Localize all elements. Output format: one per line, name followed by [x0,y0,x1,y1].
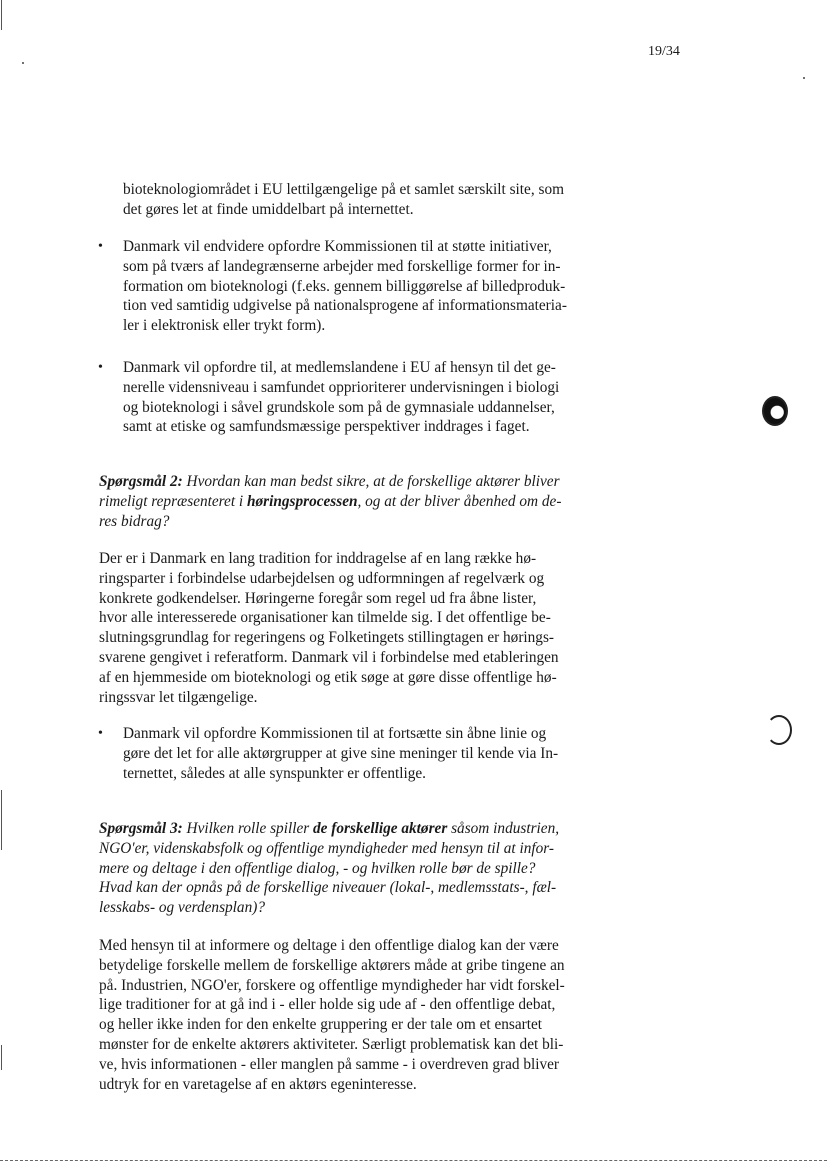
text-line: på. Industrien, NGO'er, forskere og offentlige myndigheder har vidt forskel- [99,976,565,994]
question-text: såsom industrien, [447,820,560,837]
text-line: Danmark vil opfordre til, at medlemslandene i EU af hensyn til det ge- [123,359,556,376]
text-line: bioteknologiområdet i EU lettilgængelige på et samlet særskilt site, som [123,181,564,198]
intro-paragraph [123,180,621,220]
scan-speck [803,77,805,79]
question-line: Hvad kan der opnås på de forskellige niveauer (lokal-, medlemsstats-, fæl- [99,879,557,897]
question-line [99,472,621,492]
question-line: res bidrag? [99,512,170,530]
text-line: ler i elektronisk eller trykt form). [123,317,326,335]
question-text: Hvordan kan man bedst sikre, at de forskellige aktører bliver [182,473,560,490]
text-line: og bioteknologi i såvel grundskole som på de gymnasiale uddannelser, [123,398,555,416]
page-number: 19/34 [648,44,680,59]
text-line: Danmark vil opfordre Kommissionen til at fortsætte sin åbne linie og [123,725,547,742]
text-line: lige traditioner for at gå ind i - eller holde sig ude af - den offentlige debat, [99,996,556,1014]
text-line: tion ved samtidig udgivelse på nationalsprogene af informationsmateria- [123,297,567,315]
question-line: mere og deltage i den offentlige dialog, - og hvilken rolle bør de spille? [99,859,536,877]
question-emphasis: de forskellige aktører [313,820,448,837]
question-label: Spørgsmål 2: [99,473,183,490]
text-line: mønster for de enkelte aktørers aktiviteter. Særligt problematisk kan det bli- [99,1035,564,1053]
scan-edge-mark [1,790,2,850]
text-line: samt at etiske og samfundsmæssige perspektiver inddrages i faget. [123,418,530,436]
text-line: udtryk for en varetagelse af en aktørs egeninteresse. [99,1075,417,1093]
scan-edge-mark [1,1045,2,1070]
question-emphasis: høringsprocessen [247,492,358,510]
text-line: slutningsgrundlag for regeringens og Folketingets stillingtagen er hørings- [99,629,555,647]
question-line: lesskabs- og verdensplan)? [99,899,265,917]
question-line [99,819,621,839]
scan-bottom-edge [0,1160,827,1161]
question-line [99,492,621,512]
text-line: formation om bioteknologi (f.eks. gennem billiggørelse af billedproduk- [123,277,566,295]
text-line: ve, hvis informationen - eller manglen på samme - i overdreven grad bliver [99,1055,560,1073]
scan-edge-mark [1,0,2,30]
text-line: Der er i Danmark en lang tradition for inddragelse af en lang række hø- [99,550,537,567]
text-line: nerelle vidensniveau i samfundet opprioriterer undervisningen i biologi [123,378,560,396]
punch-hole-icon [766,715,792,745]
text-line: betydelige forskelle mellem de forskellige aktørers måde at gribe tingene an [99,956,565,974]
bullet-item [98,358,621,437]
text-line: ringsparter i forbindelse udarbejdelsen og udformningen af regelværk og [99,569,545,587]
text-line: Med hensyn til at informere og deltage i den offentlige dialog kan der være [99,937,559,954]
bullet-icon: • [98,726,103,741]
question-label: Spørgsmål 3: [99,820,183,837]
text-line: ternettet, således at alle synspunkter er offentlige. [123,764,426,782]
bullet-item [98,237,621,336]
question-text: , og at der bliver åbenhed om de- [357,492,562,510]
scan-speck [22,62,24,64]
question-text: rimeligt repræsenteret i [99,492,247,510]
bullet-icon: • [98,239,103,254]
answer-2 [99,549,621,707]
bullet-icon: • [98,360,103,375]
text-line: af en hjemmeside om bioteknologi og etik søge at gøre disse offentlige hø- [99,668,557,686]
text-line: svarene gengivet i referatform. Danmark vil i forbindelse med etableringen [99,648,559,666]
text-line: det gøres let at finde umiddelbart på internettet. [123,200,414,218]
answer-3 [99,936,621,1094]
question-2 [99,472,621,531]
question-line: NGO'er, videnskabsfolk og offentlige myndigheder med hensyn til at infor- [99,839,554,857]
punch-hole-icon [762,396,788,426]
text-line: og heller ikke inden for den enkelte gruppering er der tale om et ensartet [99,1016,543,1034]
text-line: Danmark vil endvidere opfordre Kommissionen til at støtte initiativer, [123,238,552,255]
text-line: hvor alle interesserede organisationer kan tilmelde sig. I det offentlige be- [99,609,551,627]
question-3 [99,819,621,918]
bullet-item [98,724,621,783]
text-line: som på tværs af landegrænserne arbejder med forskellige former for in- [123,257,561,275]
text-line: ringssvar let tilgængelige. [99,688,258,706]
text-line: gøre det let for alle aktørgrupper at give sine meninger til kende via In- [123,744,559,762]
question-text: Hvilken rolle spiller [182,820,314,837]
text-line: konkrete godkendelser. Høringerne foregår som regel ud fra åbne lister, [99,589,537,607]
